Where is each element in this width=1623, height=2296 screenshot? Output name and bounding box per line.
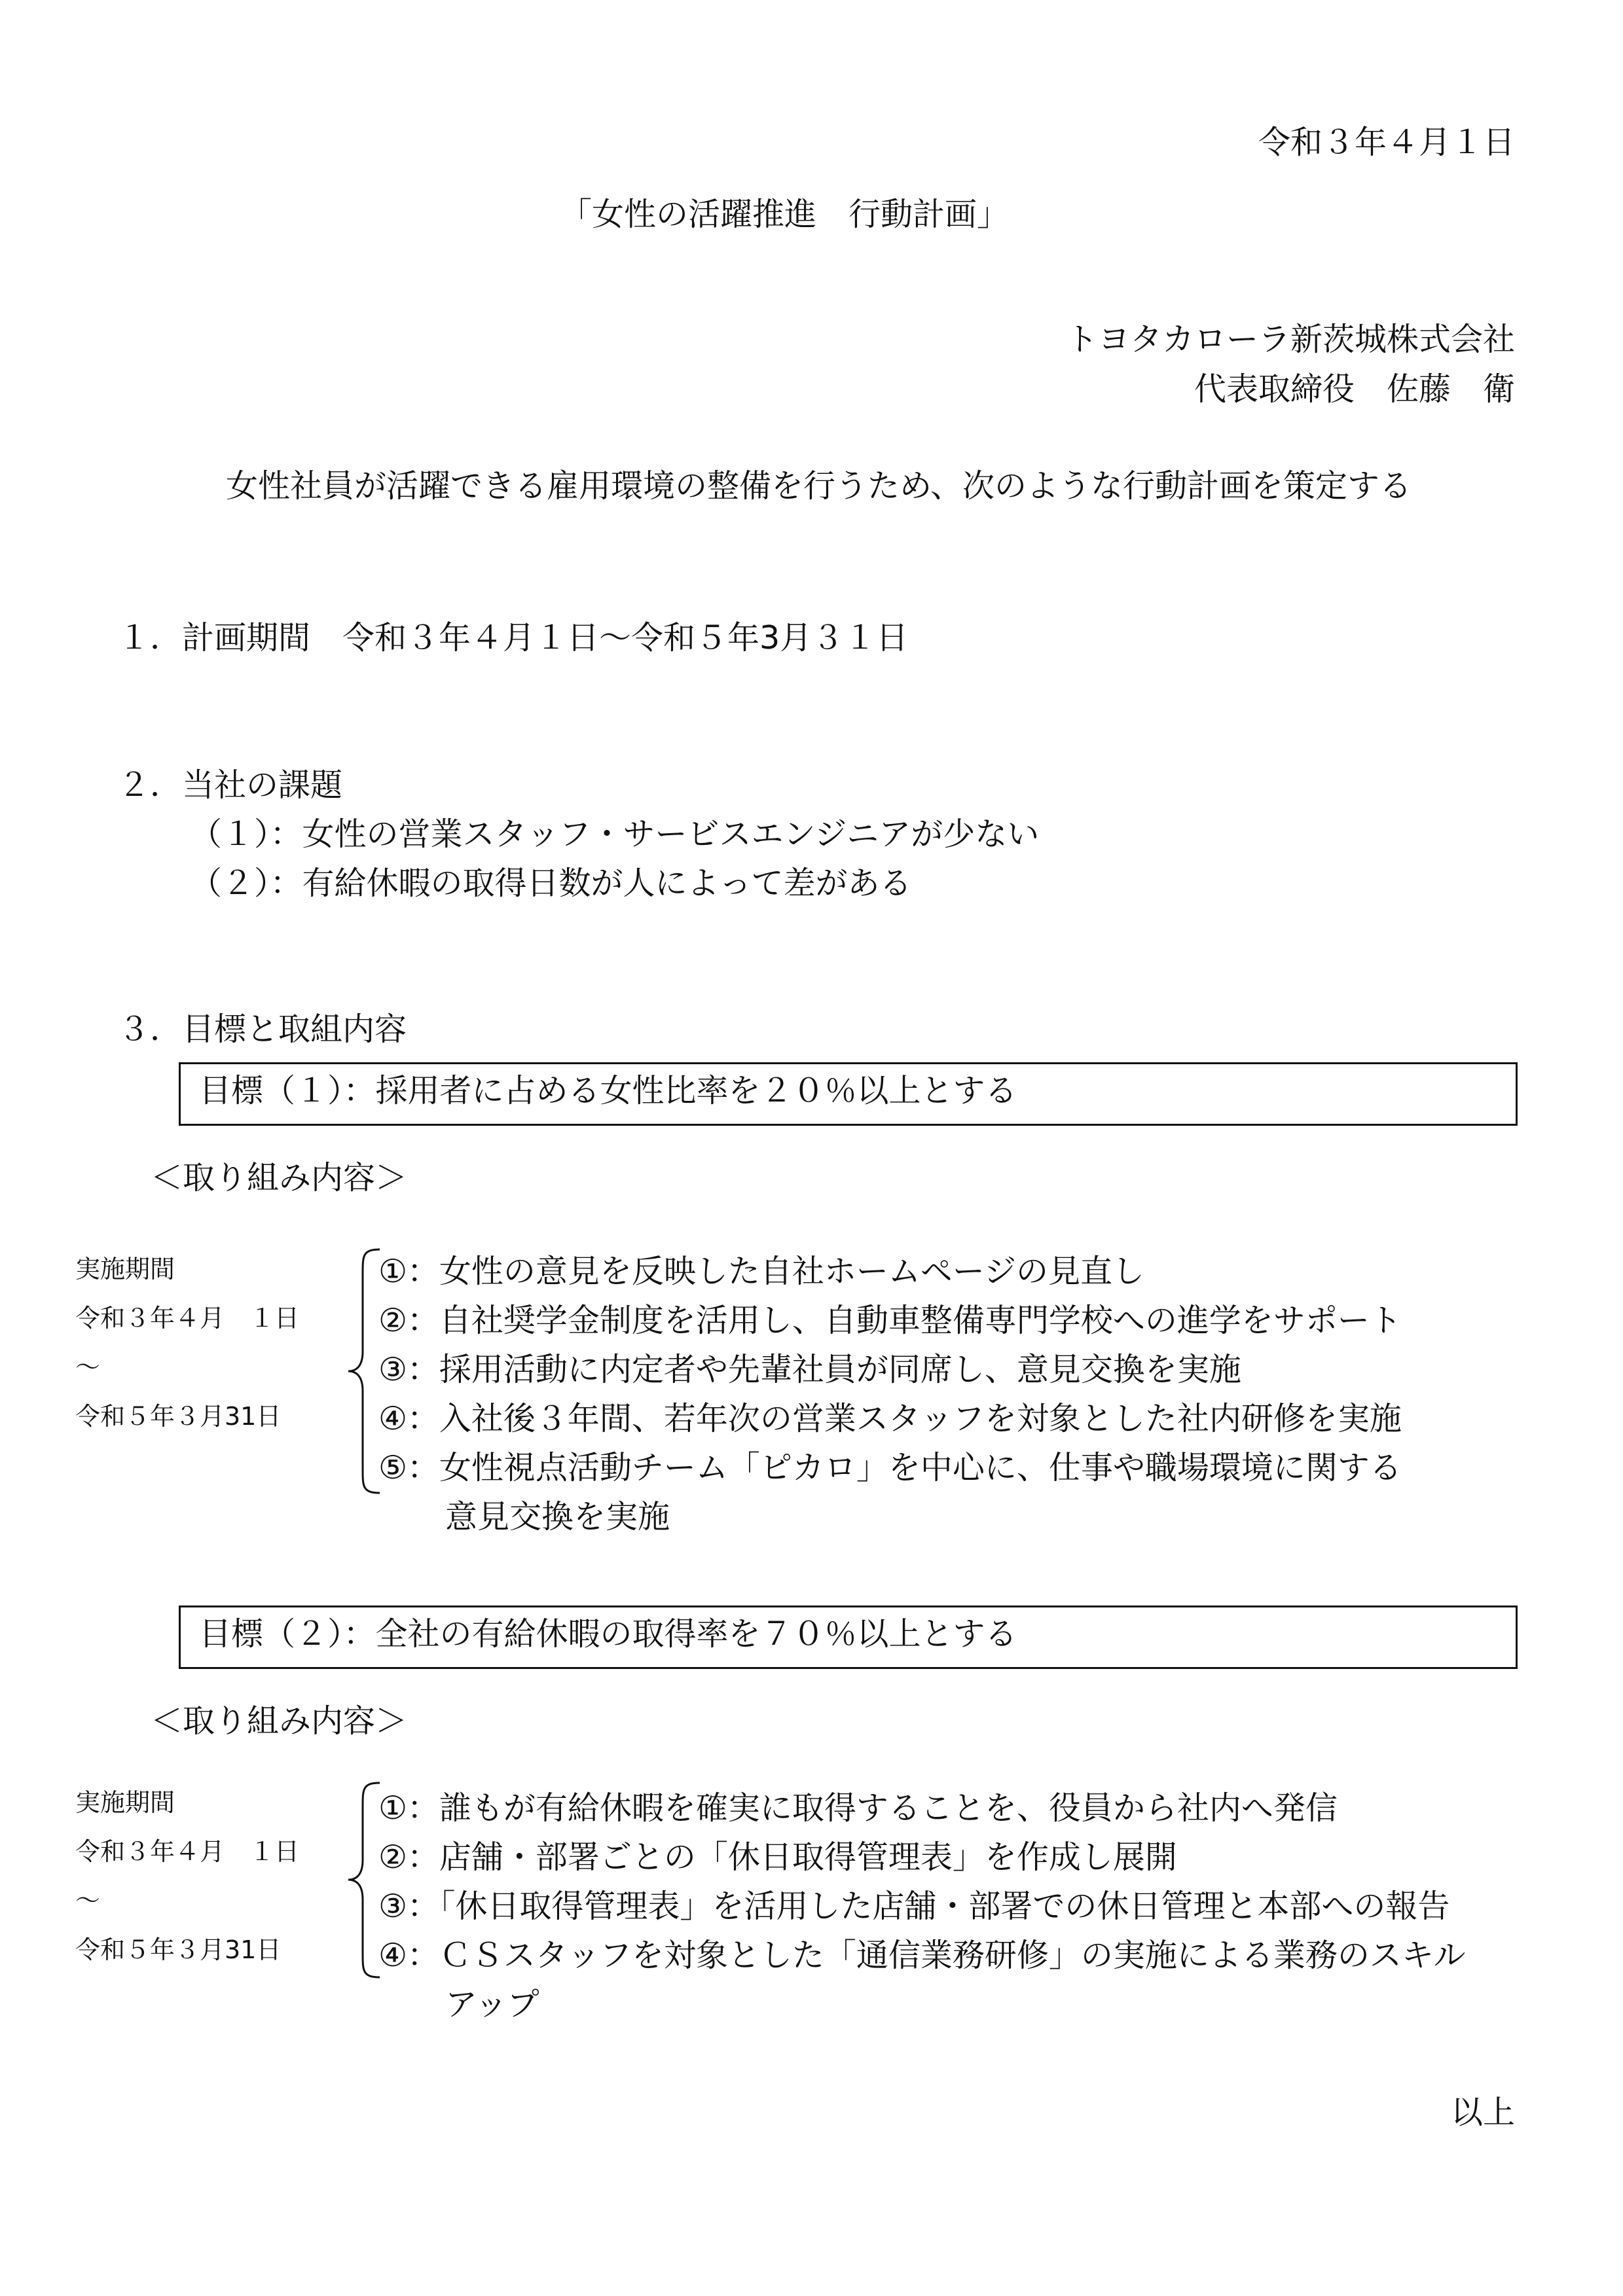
company-name: トヨタカローラ新茨城株式会社 <box>1065 321 1515 358</box>
action-item: ②：自社奨学金制度を活用し、自動車整備専門学校への進学をサポート <box>378 1302 1402 1339</box>
action-item: ④：ＣＳスタッフを対象とした「通信業務研修」の実施による業務のスキル <box>378 1937 1466 1974</box>
document-title: 「女性の活躍推進 行動計画」 <box>560 196 1010 233</box>
goal-box <box>179 1605 1518 1669</box>
period-label: 実施期間 <box>75 1255 175 1283</box>
closing-text: 以上 <box>1450 2094 1515 2131</box>
action-item-continuation: 意見交換を実施 <box>445 1498 670 1535</box>
document-date: 令和３年４月１日 <box>1258 124 1515 161</box>
curly-brace <box>346 1780 382 1980</box>
period-separator: 〜 <box>75 1886 101 1915</box>
period-separator: 〜 <box>75 1353 101 1382</box>
action-item: ①：誰もが有給休暇を確実に取得することを、役員から社内へ発信 <box>378 1789 1338 1827</box>
issue-item: （１）：女性の営業スタッフ・サービスエンジニアが少ない <box>190 816 1040 853</box>
actions-subheading: ＜取り組み内容＞ <box>151 1702 408 1740</box>
period-end: 令和５年３月31日 <box>75 1935 282 1964</box>
action-item: ④：入社後３年間、若年次の営業スタッフを対象とした社内研修を実施 <box>378 1400 1402 1437</box>
action-item: ③：「休日取得管理表」を活用した店舗・部署での休日管理と本部への報告 <box>378 1888 1450 1925</box>
period-start: 令和３年４月 １日 <box>75 1837 300 1866</box>
intro-text: 女性社員が活躍できる雇用環境の整備を行うため、次のような行動計画を策定する <box>226 467 1412 505</box>
period-end: 令和５年３月31日 <box>75 1402 282 1431</box>
period-label: 実施期間 <box>75 1788 175 1817</box>
section1-heading: １．計画期間 令和３年４月１日〜令和５年3月３１日 <box>118 619 909 656</box>
section3-heading: ３．目標と取組内容 <box>118 1011 407 1048</box>
action-item: ③：採用活動に内定者や先輩社員が同席し、意見交換を実施 <box>378 1351 1241 1388</box>
action-item: ①：女性の意見を反映した自社ホームページの見直し <box>378 1253 1144 1290</box>
curly-brace <box>346 1247 382 1496</box>
section2-heading: ２．当社の課題 <box>118 766 343 804</box>
period-start: 令和３年４月 １日 <box>75 1304 300 1333</box>
goal-title: 目標（２）：全社の有給休暇の取得率を７０％以上とする <box>199 1615 1017 1653</box>
action-item: ②：店舗・部署ごとの「休日取得管理表」を作成し展開 <box>378 1839 1177 1876</box>
goal-box <box>179 1062 1518 1126</box>
representative-name: 代表取締役 佐藤 衛 <box>1194 370 1515 408</box>
action-item-continuation: アップ <box>445 1986 539 2023</box>
actions-subheading: ＜取り組み内容＞ <box>151 1159 408 1196</box>
goal-title: 目標（１）：採用者に占める女性比率を２０％以上とする <box>199 1072 1017 1109</box>
issue-item: （２）：有給休暇の取得日数が人によって差がある <box>190 865 912 902</box>
action-item: ⑤：女性視点活動チーム「ピカロ」を中心に、仕事や職場環境に関する <box>378 1449 1402 1486</box>
